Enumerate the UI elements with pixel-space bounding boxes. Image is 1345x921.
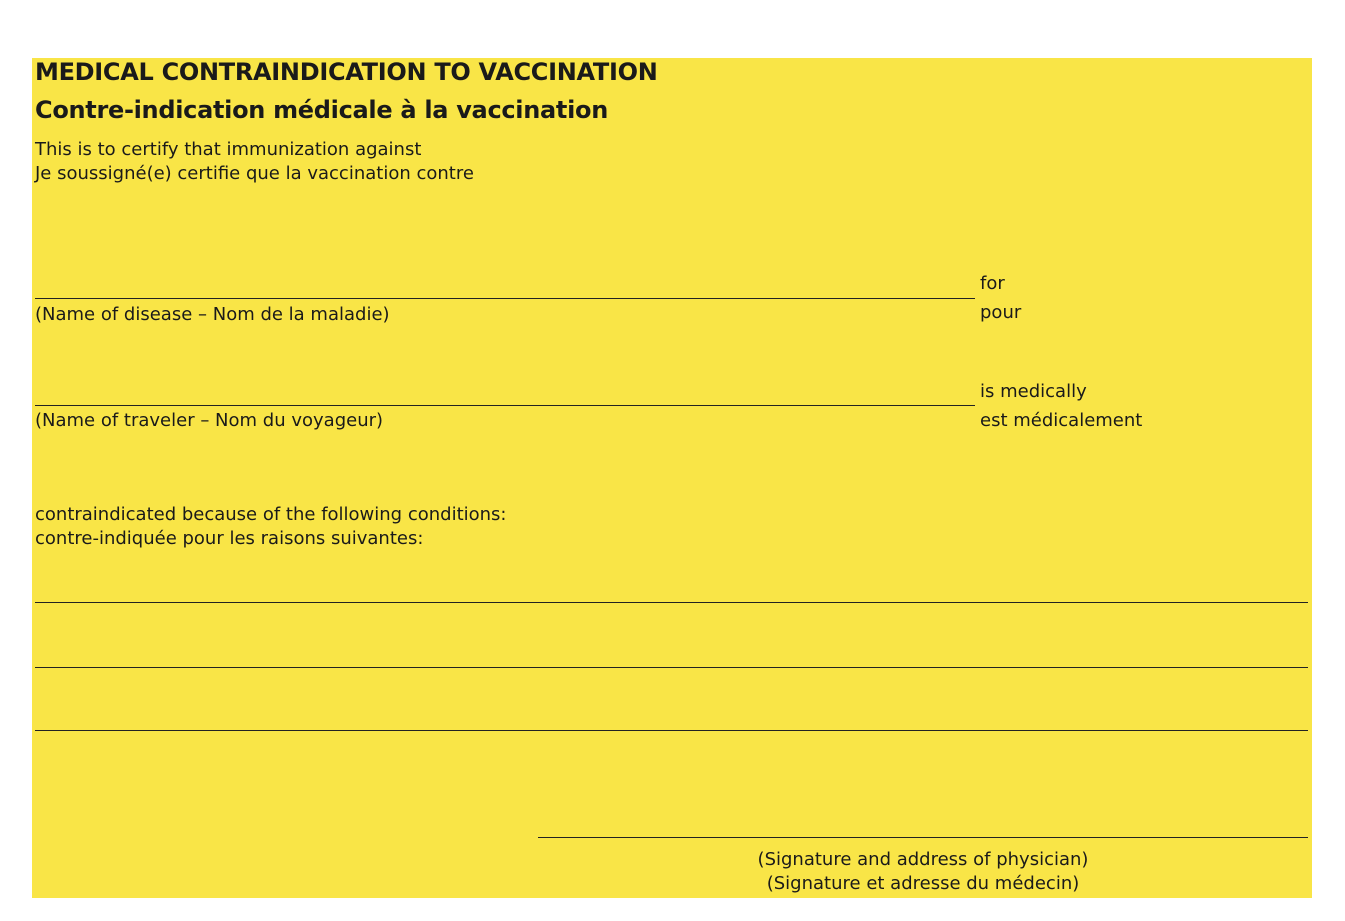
disease-caption: (Name of disease – Nom de la maladie) [35,304,390,325]
signature-line[interactable] [538,837,1308,838]
for-label-en: for [980,273,1005,294]
medically-label-en: is medically [980,381,1087,402]
traveler-name-line[interactable] [35,405,975,406]
for-label-fr: pour [980,302,1022,323]
traveler-caption: (Name of traveler – Nom du voyageur) [35,410,384,431]
certify-text-fr: Je soussigné(e) certifie que la vaccination contre [35,163,474,184]
certify-text-en: This is to certify that immunization against [35,139,422,160]
conditions-text-en: contraindicated because of the following conditions: [35,504,507,525]
conditions-line-2[interactable] [35,667,1308,668]
form-title-fr: Contre-indication médicale à la vaccination [35,96,608,124]
signature-caption-en: (Signature and address of physician) [757,849,1089,870]
contraindication-form [32,58,1312,898]
signature-caption-fr: (Signature et adresse du médecin) [766,873,1080,894]
conditions-line-3[interactable] [35,730,1308,731]
medically-label-fr: est médicalement [980,410,1143,431]
disease-name-line[interactable] [35,298,975,299]
conditions-line-1[interactable] [35,602,1308,603]
conditions-text-fr: contre-indiquée pour les raisons suivantes: [35,528,424,549]
form-title-en: MEDICAL CONTRAINDICATION TO VACCINATION [35,58,658,86]
